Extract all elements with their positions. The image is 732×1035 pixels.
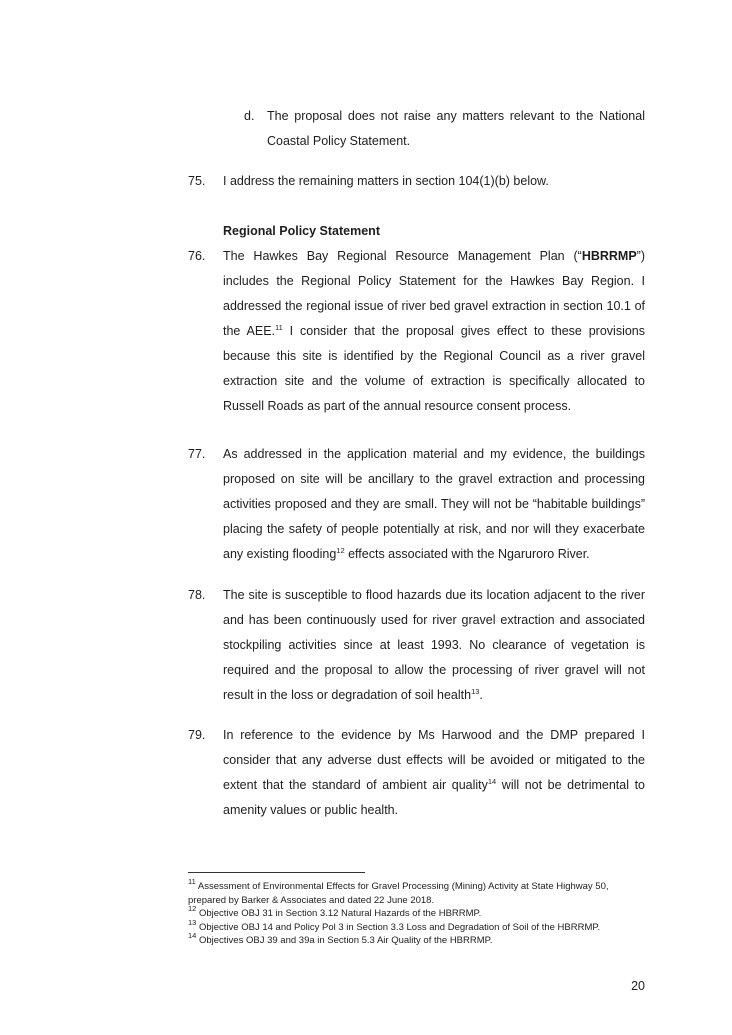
paragraph-text: In reference to the evidence by Ms Harwood and the DMP prepared I consider that any adverse dust effects will be avoided or mitigated to the extent that the standard of ambient air quality$^{14}$ will not be detrimental to amenity values or public health. (223, 728, 645, 817)
paragraph-text: I address the remaining matters in section 104(1)(b) below. (223, 174, 549, 188)
footnote-separator (188, 872, 365, 873)
page-number: 20 (631, 979, 645, 993)
paragraph-number: 78. (188, 588, 206, 602)
list-item-text: The proposal does not raise any matters relevant to the National Coastal Policy Statement. (267, 109, 645, 148)
list-item-label: d. (244, 109, 255, 123)
paragraph-number: 75. (188, 174, 206, 188)
footnote-11: $^{11}$ Assessment of Environmental Effects for Gravel Processing (Mining) Activity at State Highway 50, prepared by Barker & Associates and dated 22 June 2018. (188, 877, 609, 906)
footnotes (188, 877, 646, 948)
paragraph-text: The Hawkes Bay Regional Resource Management Plan (“HBRRMP”) includes the Regional Policy Statement for the Hawkes Bay Region. I addressed the regional issue of river bed gravel extraction in section 10.1 of the AEE.$^{11}$ I consider that the proposal gives effect to these provisions because this site is identified by the Regional Council as a river gravel extraction site and the volume of extraction is specifically allocated to Russell Roads as part of the annual resource consent process. (223, 249, 645, 413)
footnote-14: $^{14}$ Objectives OBJ 39 and 39a in Section 5.3 Air Quality of the HBRRMP. (188, 931, 493, 946)
paragraph-number: 79. (188, 728, 206, 742)
footnote-ref-13[interactable]: 13 (471, 687, 480, 696)
paragraph-number: 77. (188, 447, 206, 461)
paragraph-number: 76. (188, 249, 206, 263)
footnote-ref-12[interactable]: 12 (336, 546, 345, 555)
paragraph-text: The site is susceptible to flood hazards due its location adjacent to the river and has been continuously used for river gravel extraction and associated stockpiling activities since at least 1993. No clearance of vegetation is required and the proposal to allow the processing of river gravel will not result in the loss or degradation of soil health$^{13}$. (223, 588, 645, 702)
footnote-ref-14[interactable]: 14 (487, 777, 497, 786)
section-heading: Regional Policy Statement (223, 224, 380, 238)
paragraph-text: As addressed in the application material and my evidence, the buildings proposed on site will be ancillary to the gravel extraction and processing activities proposed and they are small. They will not be “habitable buildings” placing the safety of people potentially at risk, and nor will they exacerbate any existing flooding$^{12}$ effects associated with the Ngaruroro River. (223, 447, 645, 561)
acronym-hbrrmp: HBRRMP (581, 249, 637, 263)
footnote-ref-11[interactable]: 11 (275, 323, 283, 332)
footnote-13: $^{13}$ Objective OBJ 14 and Policy Pol 3 in Section 3.3 Loss and Degradation of Soil of the HBRRMP. (188, 917, 601, 933)
footnote-12: $^{12}$ Objective OBJ 31 in Section 3.12 Natural Hazards of the HBRRMP. (188, 904, 482, 919)
